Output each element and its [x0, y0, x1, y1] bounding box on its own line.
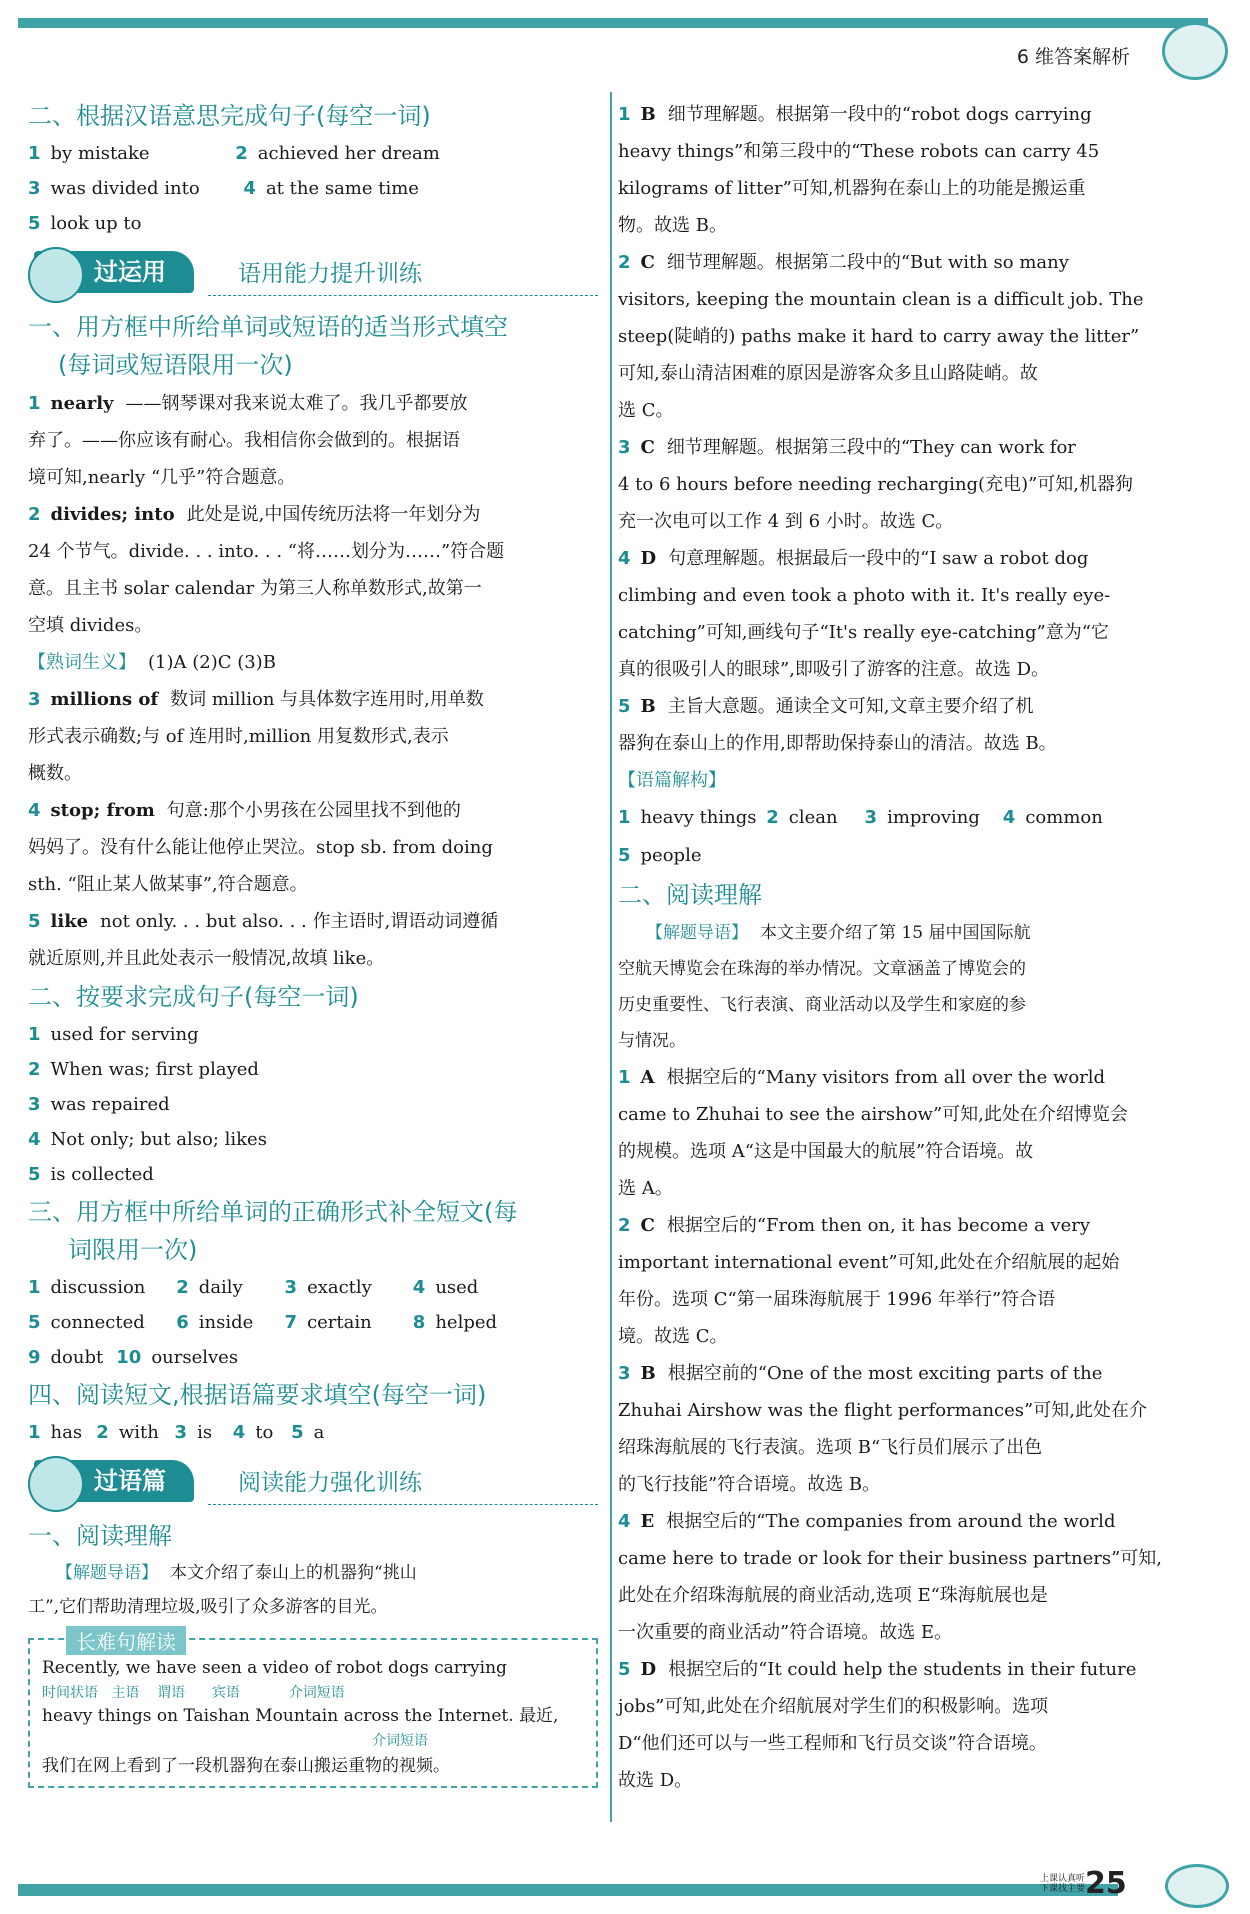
box-notes: 时间状语 主语 谓语 宾语 介词短语: [42, 1685, 345, 1701]
box-sentence: heavy things on Taishan Mountain across the Internet. 最近,: [42, 1706, 559, 1726]
reading-answer-b2: 2 C 根据空后的“From then on, it has become a very important international event”可知,此处在介绍航展的起始 年份。选项 C“第一届珠海航展于 1996 年举行”符合语 境。故选 C。: [618, 1215, 1120, 1347]
answer-row: 4 Not only; but also; likes: [28, 1129, 267, 1150]
yupian-tag: 【语篇解构】: [618, 770, 726, 791]
banner-badge: 过运用: [34, 251, 194, 293]
answer-row: 5 look up to: [28, 213, 142, 234]
bottom-bar: [18, 1884, 1118, 1896]
section-title: 二、按要求完成句子(每空一词): [28, 983, 359, 1011]
section-banner: [28, 1456, 598, 1510]
section-title: 三、用方框中所给单词的正确形式补全短文(每: [28, 1198, 518, 1226]
reading-answer-3: 3 C 细节理解题。根据第三段中的“They can work for 4 to 6 hours before needing recharging(充电)”可知,机器狗 充一次电可以工作 4 到 6 小时。故选 C。: [618, 437, 1134, 532]
answer-item: at the same time: [265, 178, 419, 199]
reading-answer-b4: 4 E 根据空后的“The companies from around the world came here to trade or look for their business partners”可知, 此处在介绍珠海航展的商业活动,选项 E“珠海航展也是 一次重要的商业活动”符合语境。故选 E。: [618, 1511, 1162, 1643]
answer-row: 1 by mistake 2 achieved her dream: [28, 143, 440, 164]
banner-badge: 过语篇: [34, 1460, 194, 1502]
reading-answer-5: 5 B 主旨大意题。通读全文可知,文章主要介绍了机 器狗在泰山上的作用,即帮助保持泰山的清洁。故选 B。: [618, 696, 1057, 754]
reading-answer-b1: 1 A 根据空后的“Many visitors from all over the world came to Zhuhai to see the airshow”可知,此处在介绍博览会 的规模。选项 A“这是中国最大的航展”符合语境。故 选 A。: [618, 1067, 1128, 1199]
banner-subtitle: 阅读能力强化训练: [238, 1470, 422, 1496]
answer-row: 1 has 2 with 3 is 4 to 5 a: [28, 1422, 325, 1443]
box-sentence: Recently, we have seen a video of robot dogs carrying: [42, 1658, 507, 1678]
shuci-row: 【熟词生义】 (1)A (2)C (3)B: [28, 652, 276, 673]
answer-row: 1 discussion 2 daily 3 exactly 4 used: [28, 1277, 479, 1298]
box-translation: 我们在网上看到了一段机器狗在泰山搬运重物的视频。: [42, 1756, 450, 1776]
guide-paragraph: 【解题导语】 本文主要介绍了第 15 届中国国际航 空航天博览会在珠海的举办情况。文章涵盖了博览会的 历史重要性、飞行表演、商业活动以及学生和家庭的参 与情况。: [618, 923, 1031, 1051]
answer-row: 5 is collected: [28, 1164, 154, 1185]
explanation-4: 4 stop; from 句意:那个小男孩在公园里找不到他的 妈妈了。没有什么能让他停止哭泣。stop sb. from doing sth. “阻止某人做某事”,符合题意。: [28, 800, 493, 895]
star-icon: [28, 1456, 84, 1512]
explanation-3: 3 millions of 数词 million 与具体数字连用时,用单数 形式表示确数;与 of 连用时,million 用复数形式,表示 概数。: [28, 689, 484, 784]
right-column: [618, 96, 1190, 1799]
answer-item: by mistake: [50, 143, 150, 164]
section-banner: [28, 247, 598, 301]
answer-item: achieved her dream: [257, 143, 440, 164]
page-number: 25: [1085, 1866, 1127, 1901]
reading-answer-4: 4 D 句意理解题。根据最后一段中的“I saw a robot dog climbing and even took a photo with it. It's really eye- catching”可知,画线句子“It's really eye-catching”意为“它 真的很吸引人的眼球”,即吸引了游客的注意。故选 D。: [618, 548, 1111, 680]
logo-icon: [1162, 22, 1228, 80]
section-title: 二、阅读理解: [618, 881, 762, 909]
answer-row: 1 heavy things 2 clean 3 improving 4 common: [618, 807, 1103, 828]
section-title: 一、阅读理解: [28, 1522, 172, 1550]
answer-row: 5 people: [618, 845, 702, 866]
section-title: 一、用方框中所给单词或短语的适当形式填空: [28, 313, 508, 341]
reading-answer-b5: 5 D 根据空后的“It could help the students in their future jobs”可知,此处在介绍航展对学生们的积极影响。选项 D“他们还可以与一些工程师和飞行员交谈”符合语境。 故选 D。: [618, 1659, 1137, 1791]
section-title: 四、阅读短文,根据语篇要求填空(每空一词): [28, 1381, 487, 1409]
banner-rule: [208, 295, 598, 296]
section-title: 二、根据汉语意思完成句子(每空一词): [28, 102, 431, 130]
banner-subtitle: 语用能力提升训练: [238, 261, 422, 287]
header-title: 6 维答案解析: [1016, 46, 1130, 68]
answer-row: 3 was repaired: [28, 1094, 170, 1115]
answer-row: 1 used for serving: [28, 1024, 199, 1045]
answer-item: was divided into: [50, 178, 200, 199]
top-bar: [18, 18, 1208, 28]
answer-row: 9 doubt 10 ourselves: [28, 1347, 239, 1368]
left-column: [28, 96, 598, 1788]
mascot-icon: [1165, 1864, 1229, 1908]
reading-answer-1: 1 B 细节理解题。根据第一段中的“robot dogs carrying heavy things”和第三段中的“These robots can carry 45 kilograms of litter”可知,机器狗在泰山上的功能是搬运重 物。故选 B。: [618, 104, 1100, 236]
explanation-2: 2 divides; into 此处是说,中国传统历法将一年划分为 24 个节气。divide. . . into. . . “将……划分为……”符合题 意。且主书 solar calendar 为第三人称单数形式,故第一 空填 divides。: [28, 504, 505, 636]
column-divider: [610, 92, 612, 1822]
footer-note: 上课认真听 下课找主要: [1040, 1874, 1086, 1894]
answer-item: look up to: [50, 213, 142, 234]
explanation-5: 5 like not only. . . but also. . . 作主语时,谓语动词遵循 就近原则,并且此处表示一般情况,故填 like。: [28, 911, 499, 969]
answer-row: 5 connected 6 inside 7 certain 8 helped: [28, 1312, 498, 1333]
section-title-cont: 词限用一次): [68, 1236, 198, 1264]
long-sentence-box: [28, 1630, 598, 1788]
section-title-cont: (每词或短语限用一次): [58, 351, 293, 379]
box-title: 长难句解读: [66, 1626, 186, 1655]
explanation-1: 1 nearly ——钢琴课对我来说太难了。我几乎都要放 弃了。——你应该有耐心。我相信你会做到的。根据语 境可知,nearly “几乎”符合题意。: [28, 393, 468, 488]
star-icon: [28, 247, 84, 303]
guide-paragraph: 【解题导语】 本文介绍了泰山上的机器狗“挑山 工”,它们帮助清理垃圾,吸引了众多游客的目光。: [28, 1563, 417, 1617]
reading-answer-2: 2 C 细节理解题。根据第二段中的“But with so many visitors, keeping the mountain clean is a difficult job. The steep(陡峭的) paths make it hard to carry away the litter” 可知,泰山清洁困难的原因是游客众多且山路陡峭。故 选 C。: [618, 252, 1144, 421]
answer-row: 2 When was; first played: [28, 1059, 259, 1080]
answer-row: 3 was divided into 4 at the same time: [28, 178, 419, 199]
box-notes: 介词短语: [372, 1733, 428, 1749]
reading-answer-b3: 3 B 根据空前的“One of the most exciting parts of the Zhuhai Airshow was the flight performances”可知,此处在介 绍珠海航展的飞行表演。选项 B“飞行员们展示了出色 的飞行技能”符合语境。故选 B。: [618, 1363, 1147, 1495]
banner-rule: [208, 1504, 598, 1505]
